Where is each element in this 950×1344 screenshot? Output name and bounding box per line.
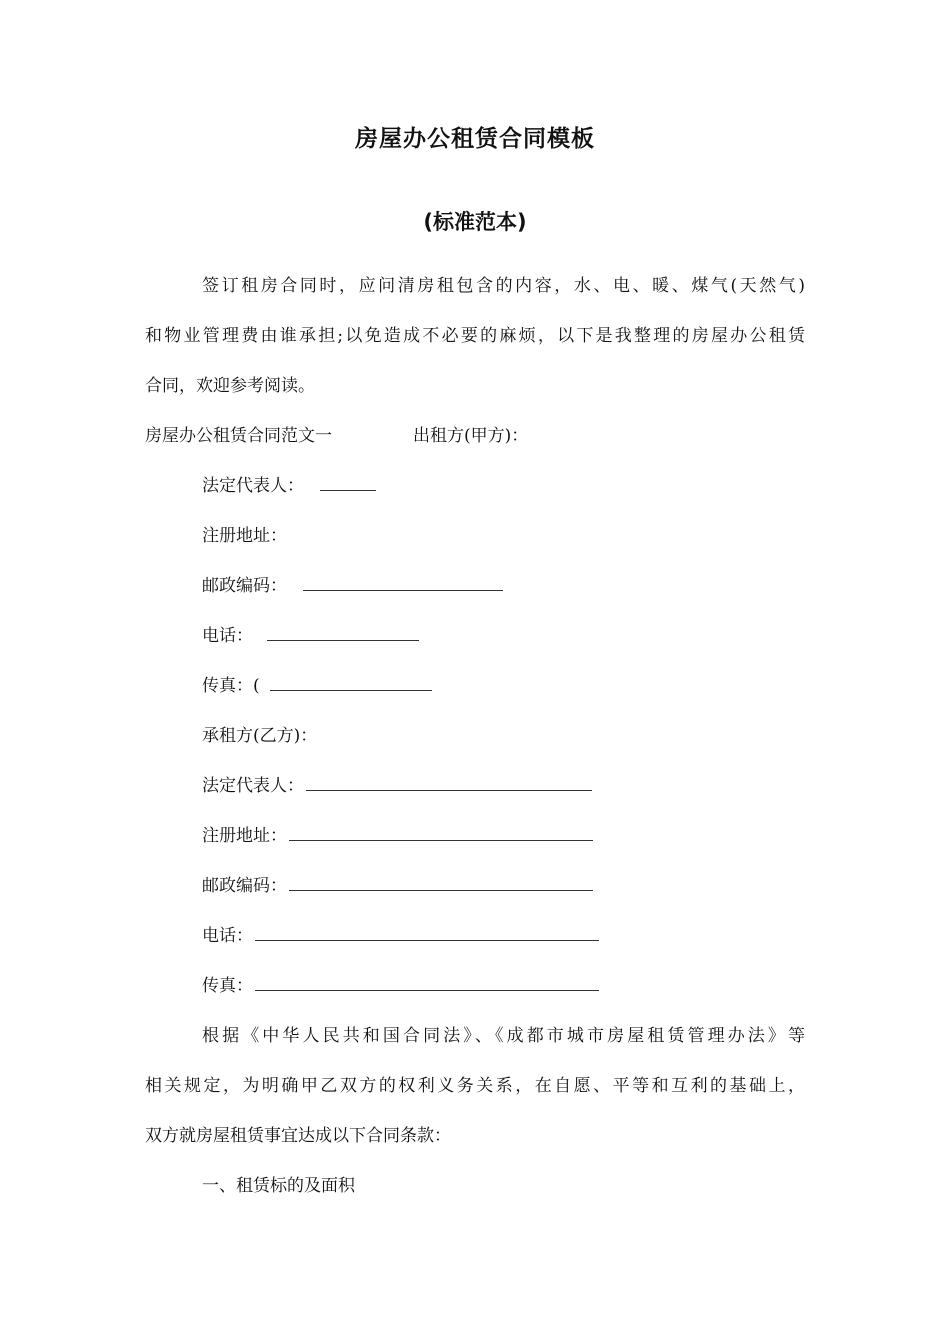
lessee-phone-blank: [255, 926, 599, 941]
lessee-address-blank: [289, 826, 593, 841]
lessee-phone-row: [202, 924, 599, 948]
intro-line-2: 和物业管理费由谁承担;以免造成不必要的麻烦，以下是我整理的房屋办公租赁: [145, 326, 805, 346]
lessor-fax-row: [202, 674, 432, 698]
lessor-fax-blank: [270, 676, 432, 691]
lessee-postcode-blank: [289, 876, 593, 891]
lessor-phone-row: [202, 624, 419, 648]
clause-1-heading: 一、租赁标的及面积: [202, 1176, 355, 1196]
lessee-label: 承租方(乙方)：: [202, 726, 318, 746]
lessee-address-label: 注册地址：: [202, 826, 287, 846]
lessee-legal-rep-blank: [306, 776, 592, 791]
section-heading: 房屋办公租赁合同范文一: [145, 426, 332, 446]
document-title: 房屋办公租赁合同模板: [355, 126, 595, 152]
basis-line-1: 根据《中华人民共和国合同法》、《成都市城市房屋租赁管理办法》等: [202, 1026, 805, 1046]
document-subtitle: (标准范本): [423, 210, 527, 234]
lessor-postcode-row: [202, 574, 503, 598]
lessor-address-label: 注册地址：: [202, 526, 287, 546]
lessee-fax-row: [202, 974, 599, 998]
lessor-phone-blank: [267, 626, 419, 641]
lessee-postcode-row: [202, 874, 593, 898]
lessee-legal-rep-label: 法定代表人：: [202, 776, 304, 796]
lessor-postcode-blank: [303, 576, 503, 591]
lessor-legal-rep-row: [202, 474, 376, 498]
lessee-fax-blank: [255, 976, 599, 991]
lessee-postcode-label: 邮政编码：: [202, 876, 287, 896]
lessor-legal-rep-blank: [320, 476, 376, 491]
lessor-phone-label: 电话：: [202, 626, 253, 646]
lessee-fax-label: 传真：: [202, 976, 253, 996]
lessor-address-row: [202, 524, 287, 548]
lessor-fax-label: 传真：(: [202, 676, 260, 696]
intro-line-3: 合同，欢迎参考阅读。: [145, 376, 315, 396]
lessee-phone-label: 电话：: [202, 926, 253, 946]
lessee-legal-rep-row: [202, 774, 592, 798]
lessor-label: 出租方(甲方)：: [413, 426, 529, 446]
lessee-address-row: [202, 824, 593, 848]
basis-line-3: 双方就房屋租赁事宜达成以下合同条款：: [145, 1126, 451, 1146]
lessor-postcode-label: 邮政编码：: [202, 576, 287, 596]
lessor-legal-rep-label: 法定代表人：: [202, 476, 304, 496]
intro-line-1: 签订租房合同时，应问清房租包含的内容，水、电、暖、煤气(天然气): [202, 276, 805, 296]
basis-line-2: 相关规定，为明确甲乙双方的权利义务关系，在自愿、平等和互利的基础上，: [145, 1076, 805, 1096]
